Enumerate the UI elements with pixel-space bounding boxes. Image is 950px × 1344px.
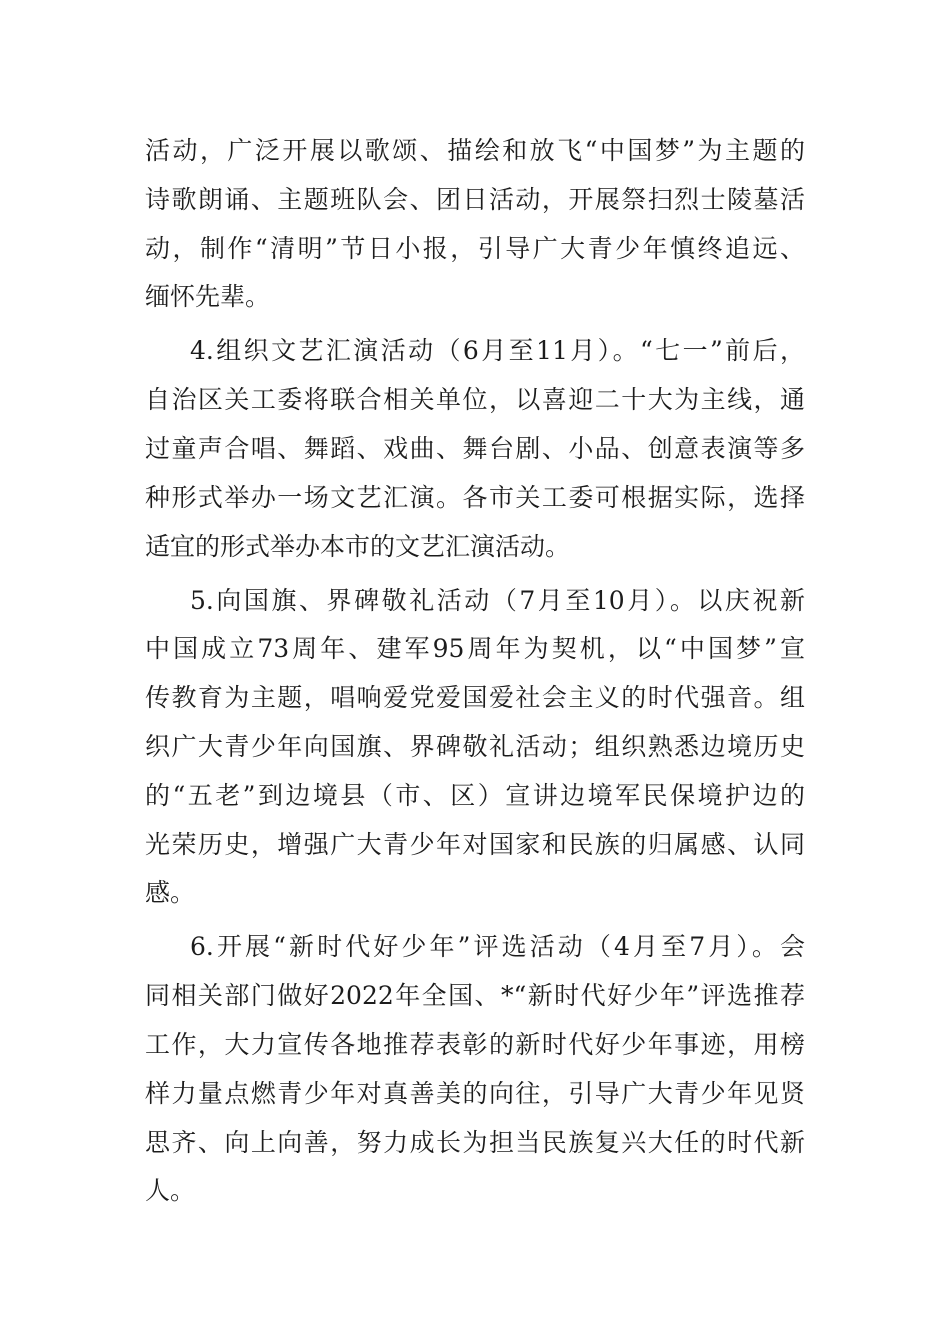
text-line: 样力量点燃青少年对真善美的向往，引导广大青少年见贤: [145, 1078, 805, 1108]
paragraph-item-5: [145, 577, 805, 919]
text-line: 传教育为主题，唱响爱党爱国爱社会主义的时代强音。组: [145, 683, 805, 713]
text-line: 4.组织文艺汇演活动（6月至11月）。“七一”前后，: [190, 336, 805, 366]
text-line: 光荣历史，增强广大青少年对国家和民族的归属感、认同: [145, 829, 805, 859]
paragraph-item-6: [145, 923, 805, 1216]
document-body: [145, 127, 805, 1216]
text-line: 思齐、向上向善，努力成长为担当民族复兴大任的时代新: [145, 1127, 805, 1157]
text-line: 动，制作“清明”节日小报，引导广大青少年慎终追远、: [145, 233, 805, 263]
text-line: 过童声合唱、舞蹈、戏曲、舞台剧、小品、创意表演等多: [145, 433, 805, 463]
text-line: 活动，广泛开展以歌颂、描绘和放飞“中国梦”为主题的: [145, 136, 805, 165]
text-line: 6.开展“新时代好少年”评选活动（4月至7月）。会: [190, 932, 805, 962]
text-line: 中国成立73周年、建军95周年为契机，以“中国梦”宣: [145, 634, 805, 664]
text-line: 工作，大力宣传各地推荐表彰的新时代好少年事迹，用榜: [145, 1029, 805, 1059]
text-line: 种形式举办一场文艺汇演。各市关工委可根据实际，选择: [145, 482, 805, 512]
text-line: 缅怀先辈。: [145, 282, 271, 312]
text-line: 同相关部门做好2022年全国、*“新时代好少年”评选推荐: [145, 981, 805, 1011]
text-line: 人。: [145, 1176, 196, 1206]
paragraph-continuation: [145, 127, 805, 322]
text-line: 织广大青少年向国旗、界碑敬礼活动；组织熟悉边境历史: [145, 731, 805, 761]
text-line: 诗歌朗诵、主题班队会、团日活动，开展祭扫烈士陵墓活: [145, 184, 805, 214]
text-line: 5.向国旗、界碑敬礼活动（7月至10月）。以庆祝新: [190, 585, 805, 615]
text-line: 的“五老”到边境县（市、区）宣讲边境军民保境护边的: [145, 780, 805, 810]
paragraph-item-4: [145, 327, 805, 571]
text-line: 适宜的形式举办本市的文艺汇演活动。: [145, 531, 571, 561]
text-line: 感。: [145, 878, 196, 908]
text-line: 自治区关工委将联合相关单位，以喜迎二十大为主线，通: [145, 385, 805, 415]
